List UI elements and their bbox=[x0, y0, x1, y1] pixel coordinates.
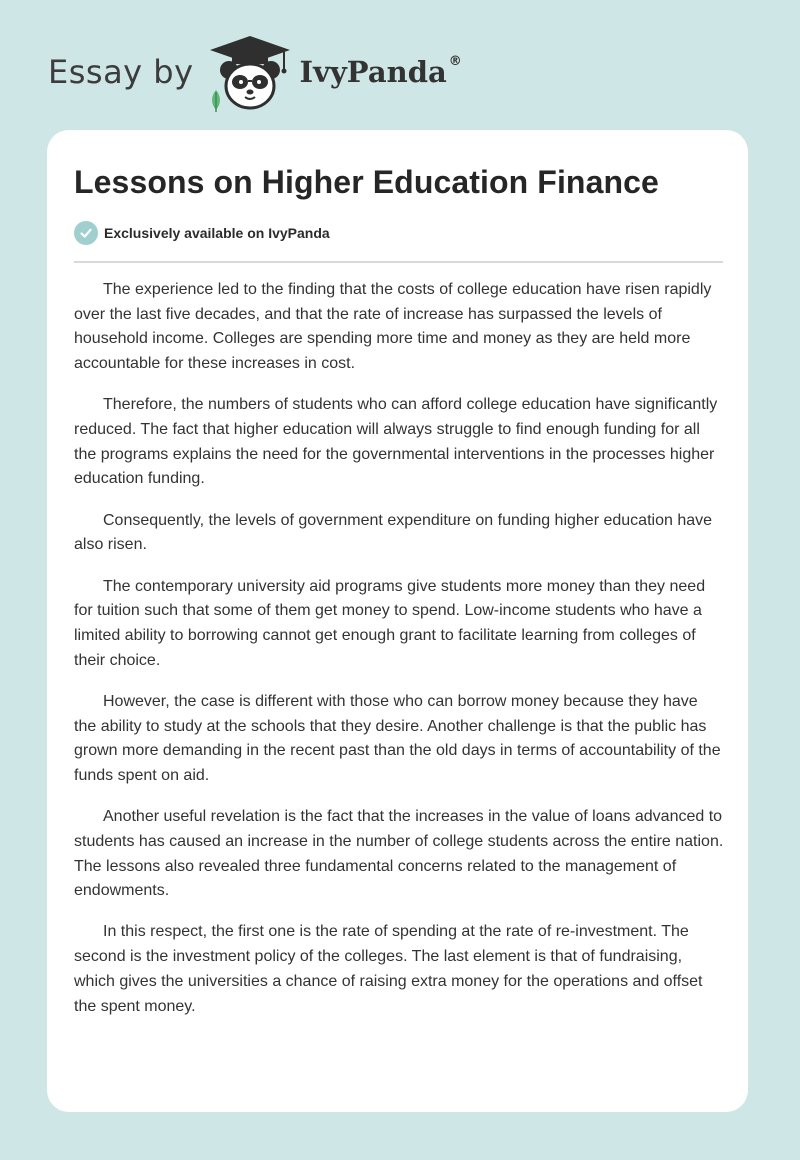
essay-card bbox=[47, 130, 748, 1112]
paragraph: Therefore, the numbers of students who can afford college education have significantly reduced. The fact that higher education will always struggle to find enough funding for all the programs explains the need for the governmental interventions in the processes higher education funding. bbox=[74, 396, 718, 488]
page-title: Lessons on Higher Education Finance bbox=[74, 164, 659, 200]
paragraph: However, the case is different with those who can borrow money because they have the ability to study at the schools that they desire. Another challenge is that the public has grown more demanding in the recent past than the old days in terms of accountability of the funds spent on aid. bbox=[74, 692, 721, 784]
registered-mark: ® bbox=[448, 54, 462, 70]
divider bbox=[74, 261, 723, 263]
brand-prefix: Essay by bbox=[48, 53, 194, 91]
brand-name: IvyPanda ® bbox=[299, 54, 462, 89]
paragraph: The contemporary university aid programs give students more money than they need for tuition such that some of them get money to spend. Low-income students who have a limited ability to borrowing cannot get enough grant to facilitate learning from colleges of their choice. bbox=[74, 577, 706, 669]
check-circle-icon bbox=[74, 221, 98, 245]
paragraph: Consequently, the levels of government expenditure on funding higher education have also risen. bbox=[74, 511, 713, 554]
panda-logo-icon bbox=[204, 30, 296, 114]
paragraph: Another useful revelation is the fact that the increases in the value of loans advanced to students has caused an increase in the number of college students across the entire nation. The lessons also revealed three fundamental concerns related to the management of endowments. bbox=[74, 808, 724, 900]
exclusive-badge bbox=[74, 221, 330, 245]
essay-body bbox=[74, 278, 724, 1036]
paragraph: The experience led to the finding that the costs of college education have risen rapidly over the last five decades, and that the rate of increase has surpassed the levels of household income. Colleges are spending more time and money as they are held more accountable for these increases in cost. bbox=[74, 281, 712, 373]
exclusive-label: Exclusively available on IvyPanda bbox=[104, 225, 330, 241]
brand-header[interactable] bbox=[48, 30, 462, 114]
paragraph: In this respect, the first one is the rate of spending at the rate of re-investment. The second is the investment policy of the colleges. The last element is that of fundraising, which gives the universities a chance of raising extra money for the operations and offset the spent money. bbox=[74, 923, 703, 1015]
